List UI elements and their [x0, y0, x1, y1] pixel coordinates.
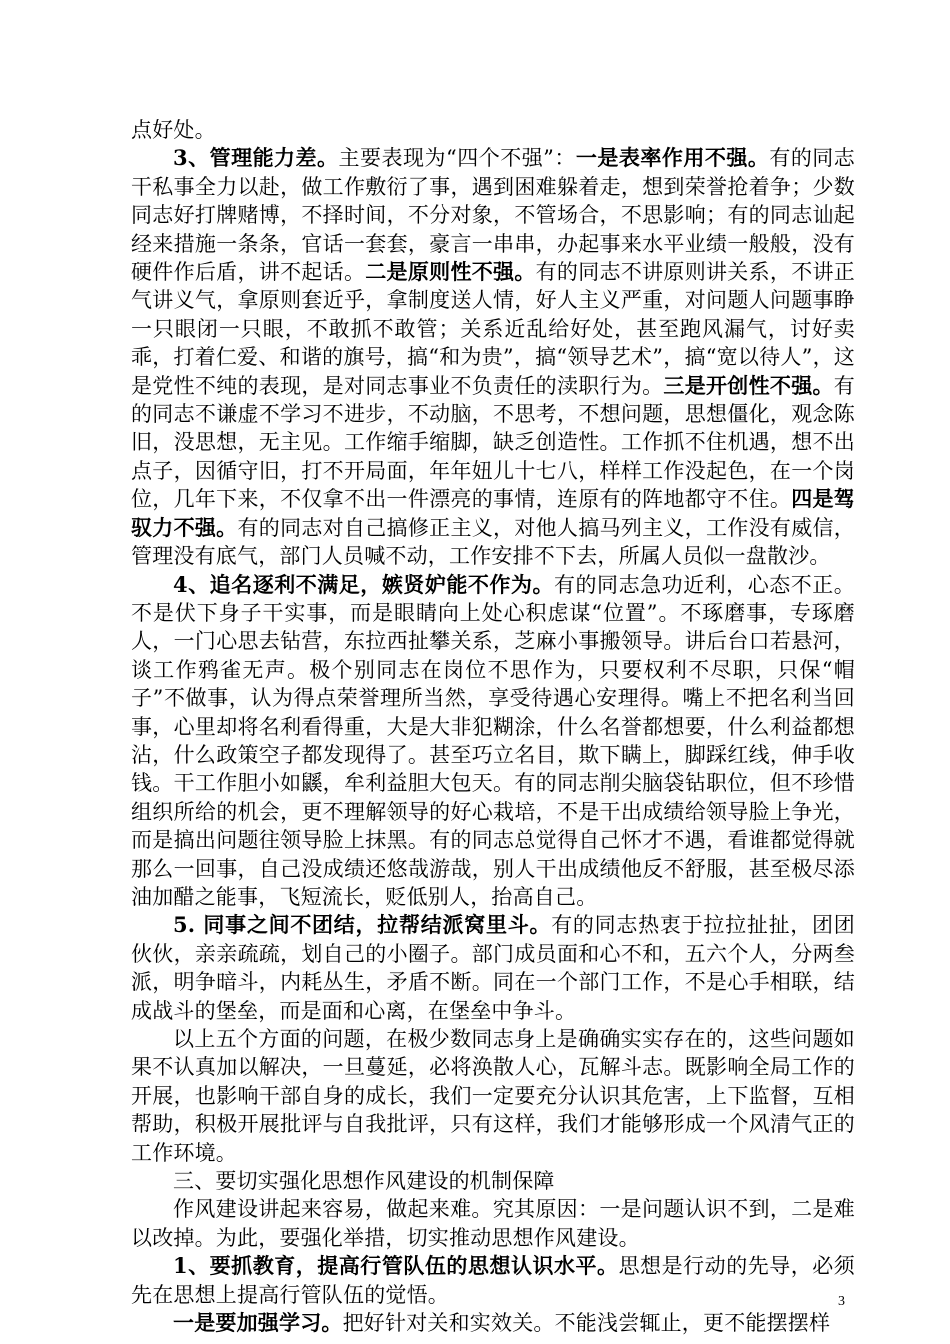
document-body	[131, 116, 855, 1337]
text-run: 有的同志不谦虚不学习不进步，不动脑，不思考，不想问题，思想僵化，观念陈旧，没思想，无主见。工作缩手缩脚，缺乏创造性。工作抓不住机遇，想不出点子，因循守旧，打不开局面，年年妞儿十七八，样样工作没起色，在一个岗位，几年下来，不仅拿不出一件漂亮的事情，连原有的阵地都守不住。	[131, 373, 855, 512]
bold-text-run: 5. 同事之间不团结，拉帮结派窝里斗。	[173, 912, 552, 938]
text-run: 有的同志急功近利，心态不正。不是伏下身子干实事，而是眼睛向上处心积虑谋“位置”。不琢磨事，专琢磨人，一门心思去钻营，东拉西扯攀关系，芝麻小事搬领导。讲后台口若悬河，谈工作鸦雀无声。极个别同志在岗位不思作为，只要权利不尽职，只保“帽子”不做事，认为得点荣誉理所当然，享受待遇心安理得。嘴上不把名利当回事，心里却将名利看得重，大是大非犯糊涂，什么名誉都想要，什么利益都想沾，什么政策空子都发现得了。甚至巧立名目，欺下瞒上，脚踩红线，伸手收钱。干工作胆小如鼷，牟利益胆大包天。有的同志削尖脑袋钻职位，但不珍惜组织所给的机会，更不理解领导的好心栽培，不是干出成绩给领导脸上争光，而是搞出问题往领导脸上抹黑。有的同志总觉得自己怀才不遇，看谁都觉得就那么一回事，自己没成绩还悠哉游哉，别人干出成绩他反不舒服，甚至极尽添油加醋之能事，飞短流长，贬低别人，抬高自己。	[131, 572, 855, 909]
text-run: 以上五个方面的问题，在极少数同志身上是确确实实存在的，这些问题如果不认真加以解决，一旦蔓延，必将涣散人心，瓦解斗志。既影响全局工作的开展，也影响干部自身的成长，我们一定要充分认识其危害，上下监督，互相帮助，积极开展批评与自我批评，只有这样，我们才能够形成一个风清气正的工作环境。	[131, 1027, 855, 1165]
text-run: 把好针对关和实效关。不能浅尝辄止，更不能摆摆样	[342, 1311, 831, 1336]
paragraph	[131, 1252, 855, 1309]
text-run: 三、要切实强化思想作风建设的机制保障	[173, 1169, 555, 1194]
text-run: 有的同志不讲原则讲关系，不讲正气讲义气，拿原则套近乎，拿制度送人情，好人主义严重，对问题人问题事睁一只眼闭一只眼，不敢抓不敢管；关系近乱给好处，甚至跑风漏气，讨好卖乖，打着仁爱、和谐的旗号，搞“和为贵”，搞“领导艺术”，搞“宽以待人”，这是党性不纯的表现，是对同志事业不负责任的渎职行为。	[131, 260, 855, 398]
text-run: 主要表现为“四个不强”：	[338, 146, 576, 171]
bold-text-run: 三是开创性不强。	[663, 372, 834, 398]
bold-text-run: 1、要抓教育，提高行管队伍的思想认识水平。	[173, 1253, 619, 1279]
paragraph	[131, 116, 855, 144]
bold-text-run: 4、追名逐利不满足，嫉贤妒能不作为。	[173, 571, 554, 597]
paragraph	[131, 1025, 855, 1167]
paragraph	[131, 1167, 855, 1195]
text-run: 有的同志热衷于拉拉扯扯，团团伙伙，亲亲疏疏，划自己的小圈子。部门成员面和心不和，五六个人，分两叁派，明争暗斗，内耗丛生，矛盾不断。同在一个部门工作，不是心手相联，结成战斗的堡垒，而是面和心离，在堡垒中争斗。	[131, 913, 855, 1023]
paragraph	[131, 571, 855, 912]
bold-text-run: 二是原则性不强。	[365, 259, 536, 285]
paragraph	[131, 1309, 855, 1337]
text-run: 思想是行动的先导，必须先在思想上提高行管队伍的觉悟。	[131, 1254, 855, 1307]
text-run: 作风建设讲起来容易，做起来难。究其原因：一是问题认识不到，二是难以改掉。为此，要强化举措，切实推动思想作风建设。	[131, 1197, 855, 1250]
paragraph	[131, 144, 855, 570]
page-number: 3	[838, 1294, 845, 1309]
text-run: 有的同志对自己搞修正主义，对他人搞马列主义，工作没有威信，管理没有底气，部门人员喊不动，工作安排不下去，所属人员似一盘散沙。	[131, 515, 855, 569]
bold-text-run: 3、管理能力差。	[173, 145, 339, 171]
bold-text-run: 一是要加强学习。	[173, 1310, 343, 1336]
bold-text-run: 四是驾驭力不强。	[131, 486, 855, 540]
paragraph	[131, 1195, 855, 1252]
paragraph	[131, 911, 855, 1025]
text-run: 有的同志干私事全力以赴，做工作敷衍了事，遇到困难躲着走，想到荣誉抢着争；少数同志好打牌赌博，不择时间，不分对象，不管场合，不思影响；有的同志讪起经来措施一条条，官话一套套，豪言一串串，办起事来水平业绩一般般，没有硬件作后盾，讲不起话。	[131, 146, 855, 285]
text-run: 点好处。	[131, 118, 216, 142]
bold-text-run: 一是表率作用不强。	[575, 145, 770, 171]
